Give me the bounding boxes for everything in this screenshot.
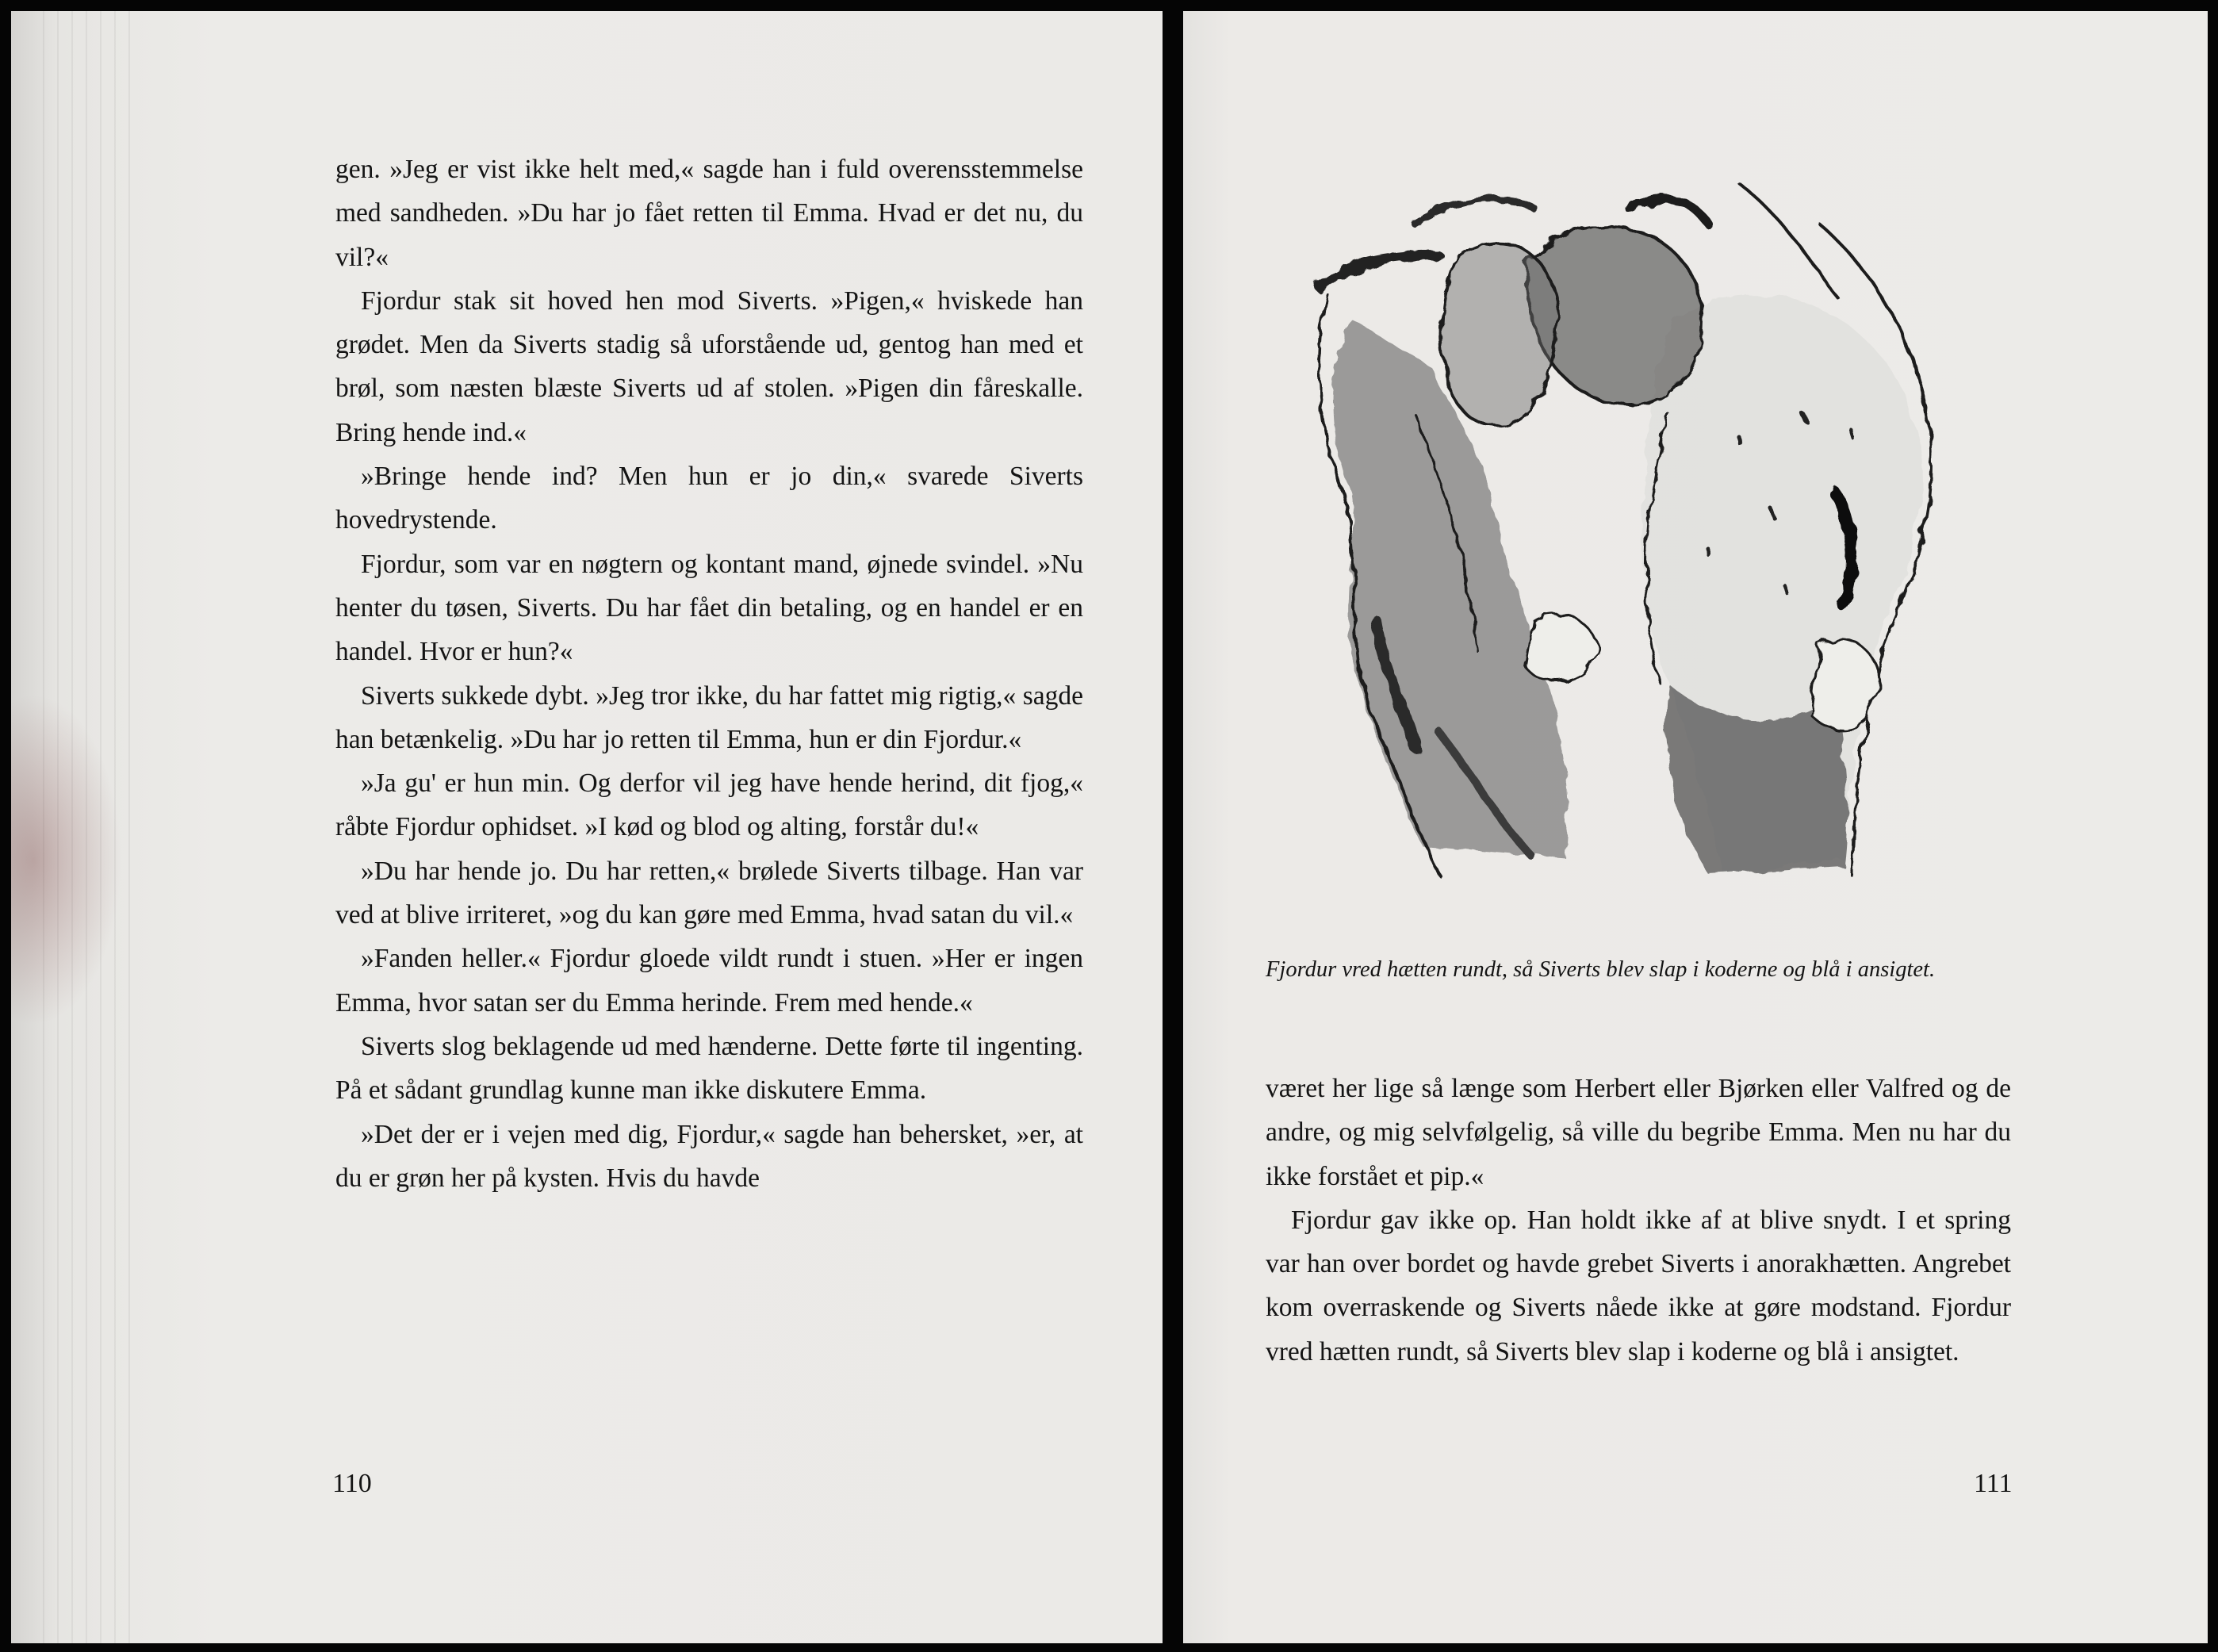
right-page-text xyxy=(1266,1067,2011,1374)
left-page xyxy=(11,11,1163,1643)
paragraph: været her lige så længe som Herbert eller Bjørken eller Valfred og de andre, og mig selvfølgelig, så ville du begribe Emma. Men nu har du ikke forstået et pip.« xyxy=(1266,1074,2011,1191)
illustration xyxy=(1296,176,1938,918)
page-stain xyxy=(11,693,122,1026)
paragraph: Siverts sukkede dybt. »Jeg tror ikke, du har fattet mig rigtig,« sagde han betænkelig. »Du har jo retten til Emma, hun er din Fjordur.« xyxy=(335,680,1083,754)
page-number-left: 110 xyxy=(332,1469,372,1498)
paragraph: »Ja gu' er hun min. Og derfor vil jeg have hende herind, dit fjog,« råbte Fjordur ophidset. »I kød og blod og alting, forstår du!« xyxy=(335,769,1083,842)
paragraph: Fjordur stak sit hoved hen mod Siverts. »Pigen,« hviskede han grødet. Men da Siverts stadig så uforstående ud, gentog han med et brøl, som næsten blæste Siverts ud af stolen. »Pigen din fåreskalle. Bring hende ind.« xyxy=(335,286,1083,447)
paragraph: Fjordur gav ikke op. Han holdt ikke af at blive snydt. I et spring var han over bordet og havde grebet Siverts i anorakhætten. Angrebet kom overraskende og Siverts nåede ikke at gøre modstand. Fjordur vred hætten rundt, så Siverts blev slap i koderne og blå i ansigtet. xyxy=(1266,1205,2011,1366)
paragraph: »Bringe hende ind? Men hun er jo din,« svarede Siverts hovedrystende. xyxy=(335,462,1083,535)
paragraph: gen. »Jeg er vist ikke helt med,« sagde han i fuld overensstemmelse med sandheden. »Du har jo fået retten til Emma. Hvad er det nu, du vil?« xyxy=(335,155,1083,272)
paragraph: Siverts slog beklagende ud med hænderne. Dette førte til ingenting. På et sådant grundlag kunne man ikke diskutere Emma. xyxy=(335,1031,1083,1106)
page-number-right: 111 xyxy=(1974,1469,2013,1498)
paragraph: Fjordur, som var en nøgtern og kontant mand, øjnede svindel. »Nu henter du tøsen, Siverts. Du har fået din betaling, og en handel er en handel. Hvor er hun?« xyxy=(335,549,1083,667)
paragraph: »Fanden heller.« Fjordur gloede vildt rundt i stuen. »Her er ingen Emma, hvor satan ser du Emma herinde. Frem med hende.« xyxy=(335,944,1083,1018)
right-page xyxy=(1183,11,2208,1643)
paragraph: »Det der er i vejen med dig, Fjordur,« sagde han behersket, »er, at du er grøn her på kysten. Hvis du havde xyxy=(335,1119,1083,1193)
paragraph: »Du har hende jo. Du har retten,« brølede Siverts tilbage. Han var ved at blive irriteret, »og du kan gøre med Emma, hvad satan du vil.« xyxy=(335,856,1083,930)
illustration-caption: Fjordur vred hætten rundt, så Siverts blev slap i koderne og blå i ansigtet. xyxy=(1266,957,1936,982)
left-page-text xyxy=(335,148,1083,1200)
